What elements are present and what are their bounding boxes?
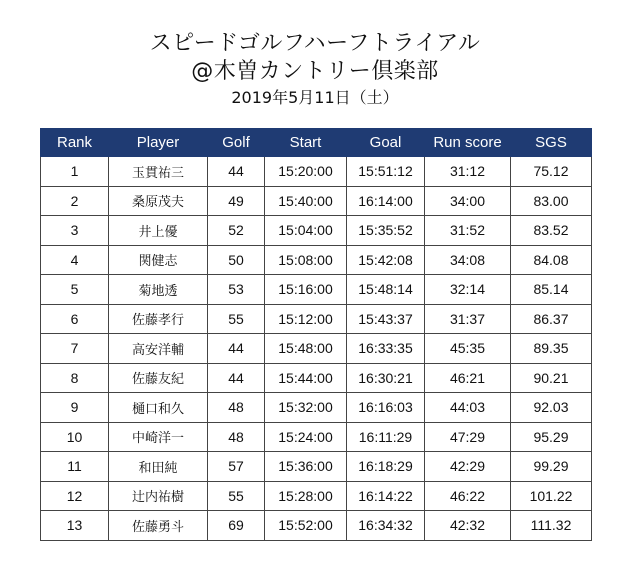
header-run-score: Run score [425,129,511,157]
cell-sgs: 92.03 [511,393,592,423]
cell-goal: 15:43:37 [347,304,425,334]
cell-goal: 16:11:29 [347,422,425,452]
cell-rank: 13 [41,511,109,541]
cell-run-score: 45:35 [425,334,511,364]
header-sgs: SGS [511,129,592,157]
cell-sgs: 99.29 [511,452,592,482]
cell-goal: 16:18:29 [347,452,425,482]
cell-player: 和田純 [109,452,208,482]
header-rank: Rank [41,129,109,157]
header-golf: Golf [208,129,265,157]
results-table [40,128,592,541]
cell-sgs: 101.22 [511,481,592,511]
header-goal: Goal [347,129,425,157]
cell-golf: 44 [208,157,265,187]
cell-sgs: 95.29 [511,422,592,452]
cell-golf: 44 [208,363,265,393]
cell-goal: 16:34:32 [347,511,425,541]
cell-sgs: 75.12 [511,157,592,187]
cell-run-score: 32:14 [425,275,511,305]
cell-player: 辻内祐樹 [109,481,208,511]
table-row [41,393,592,423]
cell-start: 15:40:00 [265,186,347,216]
cell-sgs: 84.08 [511,245,592,275]
table-row [41,216,592,246]
cell-start: 15:28:00 [265,481,347,511]
table-row [41,481,592,511]
cell-run-score: 34:08 [425,245,511,275]
cell-golf: 49 [208,186,265,216]
cell-rank: 6 [41,304,109,334]
cell-golf: 55 [208,481,265,511]
cell-golf: 55 [208,304,265,334]
cell-player: 佐藤勇斗 [109,511,208,541]
cell-rank: 1 [41,157,109,187]
cell-sgs: 111.32 [511,511,592,541]
cell-golf: 50 [208,245,265,275]
cell-start: 15:04:00 [265,216,347,246]
cell-start: 15:24:00 [265,422,347,452]
cell-goal: 16:14:00 [347,186,425,216]
cell-run-score: 34:00 [425,186,511,216]
cell-goal: 15:42:08 [347,245,425,275]
cell-start: 15:08:00 [265,245,347,275]
cell-run-score: 44:03 [425,393,511,423]
cell-run-score: 42:29 [425,452,511,482]
cell-start: 15:48:00 [265,334,347,364]
cell-golf: 52 [208,216,265,246]
table-row [41,452,592,482]
table-row [41,363,592,393]
cell-rank: 12 [41,481,109,511]
cell-run-score: 42:32 [425,511,511,541]
cell-start: 15:36:00 [265,452,347,482]
table-row [41,275,592,305]
cell-goal: 15:48:14 [347,275,425,305]
cell-rank: 11 [41,452,109,482]
table-row [41,245,592,275]
cell-start: 15:16:00 [265,275,347,305]
table-row [41,511,592,541]
cell-golf: 44 [208,334,265,364]
cell-start: 15:44:00 [265,363,347,393]
cell-player: 樋口和久 [109,393,208,423]
cell-start: 15:12:00 [265,304,347,334]
table-row [41,422,592,452]
cell-run-score: 31:37 [425,304,511,334]
venue-title: @木曽カントリー倶楽部 [191,59,439,84]
table-row [41,157,592,187]
cell-start: 15:32:00 [265,393,347,423]
title-block [0,30,630,109]
header-start: Start [265,129,347,157]
cell-player: 佐藤孝行 [109,304,208,334]
cell-sgs: 83.00 [511,186,592,216]
cell-rank: 10 [41,422,109,452]
table-row [41,334,592,364]
cell-rank: 9 [41,393,109,423]
cell-golf: 57 [208,452,265,482]
cell-rank: 5 [41,275,109,305]
cell-goal: 15:51:12 [347,157,425,187]
cell-player: 中崎洋一 [109,422,208,452]
cell-goal: 15:35:52 [347,216,425,246]
cell-player: 井上優 [109,216,208,246]
cell-run-score: 47:29 [425,422,511,452]
cell-player: 関健志 [109,245,208,275]
event-date: 2019年5月11日（土） [231,88,399,107]
cell-run-score: 31:52 [425,216,511,246]
cell-sgs: 86.37 [511,304,592,334]
header-player: Player [109,129,208,157]
cell-rank: 2 [41,186,109,216]
cell-start: 15:52:00 [265,511,347,541]
cell-goal: 16:33:35 [347,334,425,364]
cell-sgs: 89.35 [511,334,592,364]
cell-run-score: 46:22 [425,481,511,511]
cell-golf: 48 [208,422,265,452]
cell-rank: 7 [41,334,109,364]
cell-goal: 16:16:03 [347,393,425,423]
cell-run-score: 46:21 [425,363,511,393]
cell-sgs: 90.21 [511,363,592,393]
cell-rank: 4 [41,245,109,275]
table-row [41,186,592,216]
cell-player: 高安洋輔 [109,334,208,364]
cell-player: 佐藤友紀 [109,363,208,393]
header-row [41,129,592,157]
cell-goal: 16:30:21 [347,363,425,393]
cell-rank: 3 [41,216,109,246]
page-title: スピードゴルフハーフトライアル [149,31,481,56]
cell-player: 菊地透 [109,275,208,305]
cell-golf: 69 [208,511,265,541]
cell-player: 玉貫祐三 [109,157,208,187]
cell-player: 桑原茂夫 [109,186,208,216]
cell-rank: 8 [41,363,109,393]
cell-golf: 48 [208,393,265,423]
cell-sgs: 85.14 [511,275,592,305]
cell-goal: 16:14:22 [347,481,425,511]
cell-start: 15:20:00 [265,157,347,187]
cell-run-score: 31:12 [425,157,511,187]
cell-sgs: 83.52 [511,216,592,246]
table-row [41,304,592,334]
cell-golf: 53 [208,275,265,305]
